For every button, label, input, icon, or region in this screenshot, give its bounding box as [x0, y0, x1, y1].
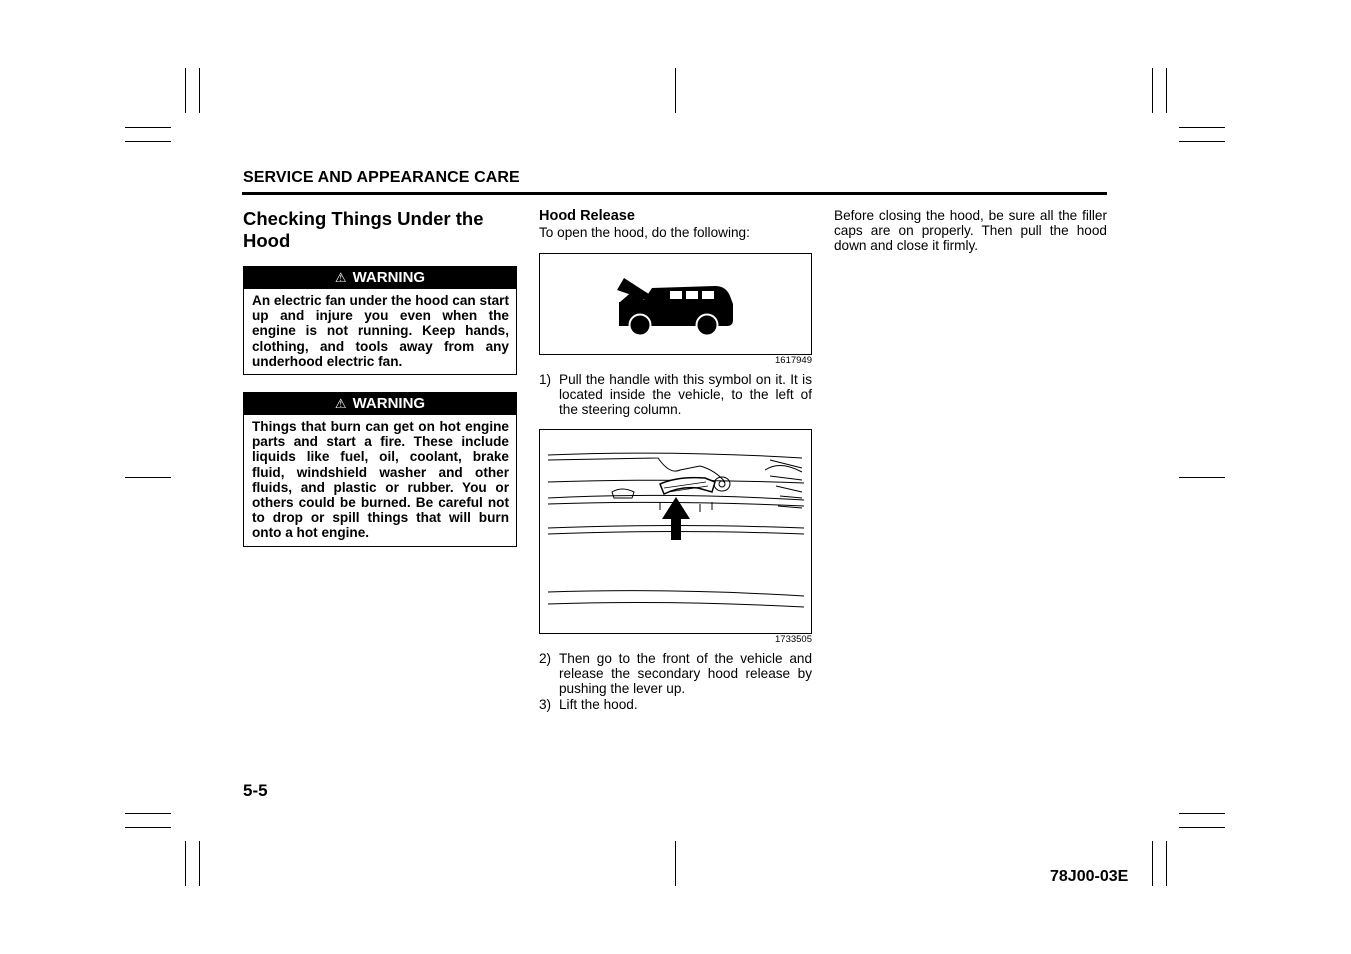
header-rule	[242, 192, 1107, 195]
warning-triangle-icon: ⚠	[334, 270, 347, 285]
column-middle	[539, 208, 812, 712]
hood-release-icon	[540, 254, 811, 354]
column-right	[834, 208, 1107, 254]
warning-header: ⚠ WARNING	[244, 393, 516, 415]
secondary-release-lever-illustration	[540, 430, 811, 633]
warning-triangle-icon: ⚠	[334, 396, 347, 411]
warning-box-fan	[243, 266, 517, 375]
hood-release-heading: Hood Release	[539, 208, 635, 224]
warning-text: Things that burn can get on hot engine parts and start a fire. These include liquids like fuel, oil, coolant, brake fluid, windshield washer and other fluids, and plastic or rubber. You or others could be burned. Be careful not to drop or spill things that will burn onto a hot engine.	[252, 419, 509, 541]
section-title: SERVICE AND APPEARANCE CARE	[243, 169, 520, 186]
figure-hood-symbol	[539, 253, 812, 355]
step-1: 1) Pull the handle with this symbol on it. It is located inside the vehicle, to the left of the steering column.	[539, 372, 812, 418]
column-left	[243, 208, 517, 541]
figure-secondary-release	[539, 429, 812, 634]
closing-instructions: Before closing the hood, be sure all the filler caps are on properly. Then pull the hood down and close it firmly.	[834, 208, 1107, 254]
warning-text: An electric fan under the hood can start up and injure you even when the engine is not running. Keep hands, clothing, and tools away from any underhood electric fan.	[252, 293, 509, 369]
hood-release-intro: To open the hood, do the following:	[539, 225, 750, 240]
figure-id: 1733505	[775, 634, 812, 645]
figure-id: 1617949	[775, 355, 812, 366]
step-2: 2) Then go to the front of the vehicle and release the secondary hood release by pushing the lever up.	[539, 651, 812, 697]
step-3: 3) Lift the hood.	[539, 697, 638, 712]
page-title: Checking Things Under the Hood	[243, 208, 484, 251]
document-code: 78J00-03E	[1050, 868, 1129, 885]
warning-header: ⚠ WARNING	[244, 267, 516, 289]
warning-box-fire	[243, 392, 517, 547]
page-number: 5-5	[243, 781, 268, 800]
